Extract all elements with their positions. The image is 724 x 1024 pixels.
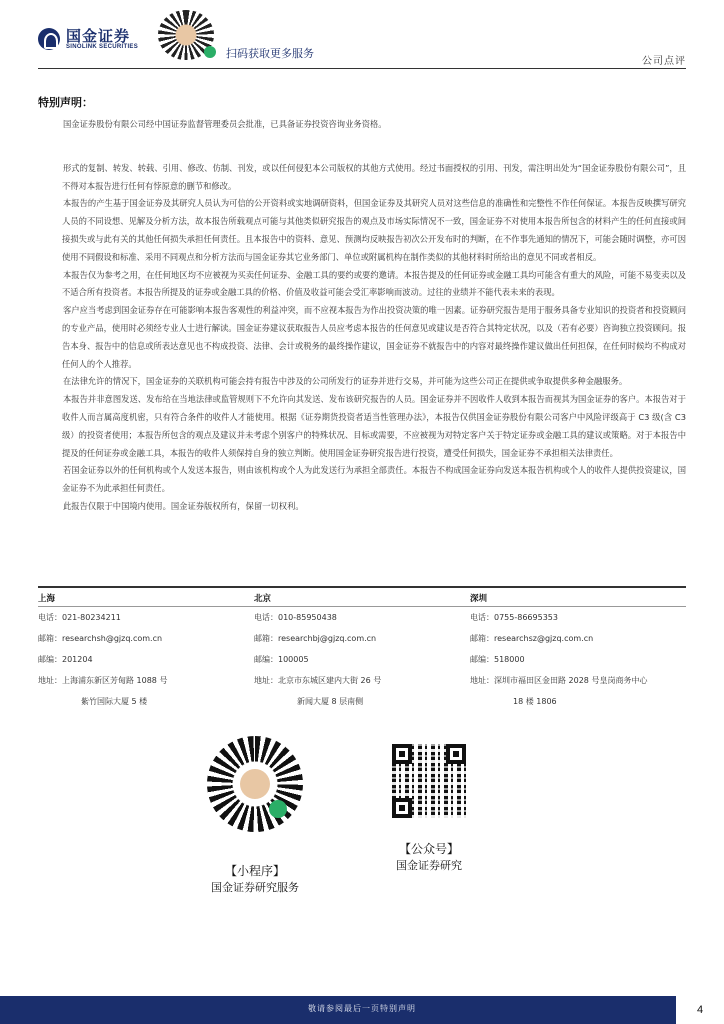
office-email[interactable]: 邮箱：researchsh@gjzq.com.cn <box>38 633 163 643</box>
office-shanghai <box>38 588 254 606</box>
footer-notice: 敬请参阅最后一页特别声明 <box>308 1004 416 1013</box>
office-phone: 电话：010-85950438 <box>254 612 337 622</box>
office-city: 上海 <box>38 593 56 604</box>
office-postcode: 邮编：201204 <box>38 654 93 664</box>
office-address-cont: 新闻大厦 8 层南侧 <box>297 696 364 706</box>
office-address: 地址：北京市东城区建内大街 26 号 <box>254 675 382 685</box>
wechat-badge-icon <box>269 800 287 818</box>
mini-program-name: 国金证券研究服务 <box>211 881 299 894</box>
disclaimer-title: 特别声明： <box>38 96 93 109</box>
logo-mark-icon <box>38 28 60 50</box>
disclaimer-section <box>38 94 686 516</box>
office-addresses <box>38 586 686 712</box>
header-divider <box>38 68 686 69</box>
official-account-label: 【公众号】 <box>398 842 459 856</box>
office-address: 地址：上海浦东新区芳甸路 1088 号 <box>38 675 168 685</box>
company-logo <box>38 28 138 50</box>
official-account-qr <box>374 736 484 874</box>
office-beijing <box>254 588 470 606</box>
disclaimer-paragraph: 若国金证券以外的任何机构或个人发送本报告，则由该机构或个人为此发送行为承担全部责任。本报告不构成国金证券向发送本报告机构或个人的收件人提供投资建议，国金证券不为此承担任何责任。 <box>62 465 686 494</box>
office-city: 北京 <box>254 593 272 604</box>
page-number: 4 <box>676 996 724 1024</box>
office-address-cont: 紫竹国际大厦 5 楼 <box>81 696 148 706</box>
disclaimer-paragraph: 形式的复制、转发、转载、引用、修改、仿制、刊发，或以任何侵犯本公司版权的其他方式使用。经过书面授权的引用、刊发，需注明出处为“国金证券股份有限公司”，且不得对本报告进行任何有悖原意的删节和修改。 <box>62 162 686 191</box>
office-city: 深圳 <box>470 593 488 604</box>
disclaimer-paragraph: 本报告并非意图发送、发布给在当地法律或监管规则下不允许向其发送、发布该研究报告的人员。国金证券并不因收件人收到本报告而视其为国金证券的客户。本报告对于收件人而言属高度机密，只有符合条件的收件人才能使用。根据《证券期货投资者适当性管理办法》，本报告仅供国金证券股份有限公司客户中风险评级高于 C3 级(含 C3 级）的投资者使用；本报告所包含的观点及建议并未考虑个别客户的特殊状况、目标或需要，不应被视为对特定客户关于特定证券或金融工具的建议或策略。对于本报告中提及的任何证券或金融工具，本报告的收件人须保持自身的独立判断。使用国金证券研究报告进行投资，遭受任何损失，国金证券不承担相关法律责任。 <box>62 394 686 458</box>
mini-program-qr-icon[interactable] <box>207 736 303 832</box>
page-footer <box>0 996 724 1024</box>
office-shenzhen <box>470 588 686 606</box>
qr-finder-icon <box>392 744 412 764</box>
disclaimer-paragraph: 客户应当考虑到国金证券存在可能影响本报告客观性的利益冲突，而不应视本报告为作出投资决策的唯一因素。证券研究报告是用于服务具备专业知识的投资者和投资顾问的专业产品，使用时必须经专业人士进行解读。国金证券建议获取报告人员应考虑本报告的任何意见或建议是否符合其特定状况，以及（若有必要）咨询独立投资顾问。报告本身、报告中的信息或所表达意见也不构成投资、法律、会计或税务的最终操作建议，国金证券不就报告中的内容对最终操作建议做出任何担保，在任何时候均不构成对任何人的个人推荐。 <box>62 305 686 369</box>
office-phone: 电话：021-80234211 <box>38 612 121 622</box>
office-address: 地址：深圳市福田区金田路 2028 号皇岗商务中心 <box>470 675 648 685</box>
mini-program-logo-icon <box>240 769 270 799</box>
office-phone: 电话：0755-86695353 <box>470 612 558 622</box>
wechat-badge-icon <box>204 46 216 58</box>
office-address-cont: 18 楼 1806 <box>513 696 557 706</box>
qr-finder-icon <box>392 798 412 818</box>
mini-program-label: 【小程序】 <box>224 864 285 878</box>
disclaimer-paragraph: 本报告的产生基于国金证券及其研究人员认为可信的公开资料或实地调研资料，但国金证券及其研究人员对这些信息的准确性和完整性不作任何保证。本报告反映撰写研究人员的不同设想、见解及分析方法，故本报告所载观点可能与其他类似研究报告的观点及市场实际情况不一致，国金证券不对使用本报告所包含的材料产生的任何直接或间接损失或与此有关的其他任何损失承担任何责任。且本报告中的资料、意见、预测均反映报告初次公开发布时的判断，在不作事先通知的情况下，可能会随时调整，亦可因使用不同假设和标准、采用不同观点和分析方法而与国金证券其它业务部门、单位或附属机构在制作类似的其他材料时所给出的意见不同或者相反。 <box>62 198 686 262</box>
office-email[interactable]: 邮箱：researchsz@gjzq.com.cn <box>470 633 594 643</box>
disclaimer-paragraph: 在法律允许的情况下，国金证券的关联机构可能会持有报告中涉及的公司所发行的证券并进行交易，并可能为这些公司正在提供或争取提供多种金融服务。 <box>63 376 628 387</box>
official-account-name: 国金证券研究 <box>396 859 462 872</box>
disclaimer-paragraph: 此报告仅限于中国境内使用。国金证券版权所有，保留一切权利。 <box>63 500 304 511</box>
mini-program-qr <box>200 736 310 896</box>
logo-name-cn: 国金证券 <box>66 27 131 45</box>
office-email[interactable]: 邮箱：researchbj@gjzq.com.cn <box>254 633 377 643</box>
page-header <box>0 0 724 70</box>
office-postcode: 邮编：518000 <box>470 654 525 664</box>
scan-prompt: 扫码获取更多服务 <box>226 47 314 60</box>
disclaimer-paragraph: 本报告仅为参考之用，在任何地区均不应被视为买卖任何证券、金融工具的要约或要约邀请。本报告提及的任何证券或金融工具均可能含有重大的风险，可能不易变卖以及不适合所有投资者。本报告所提及的证券或金融工具的价格、价值及收益可能会受汇率影响而波动。过往的业绩并不能代表未来的表现。 <box>62 269 686 298</box>
qr-finder-icon <box>446 744 466 764</box>
official-account-qr-icon[interactable] <box>392 744 466 818</box>
report-type: 公司点评 <box>642 56 686 67</box>
disclaimer-paragraph: 国金证券股份有限公司经中国证券监督管理委员会批准，已具备证券投资咨询业务资格。 <box>63 119 387 129</box>
office-postcode: 邮编：100005 <box>254 654 309 664</box>
logo-name-en: SINOLINK SECURITIES <box>66 44 139 50</box>
